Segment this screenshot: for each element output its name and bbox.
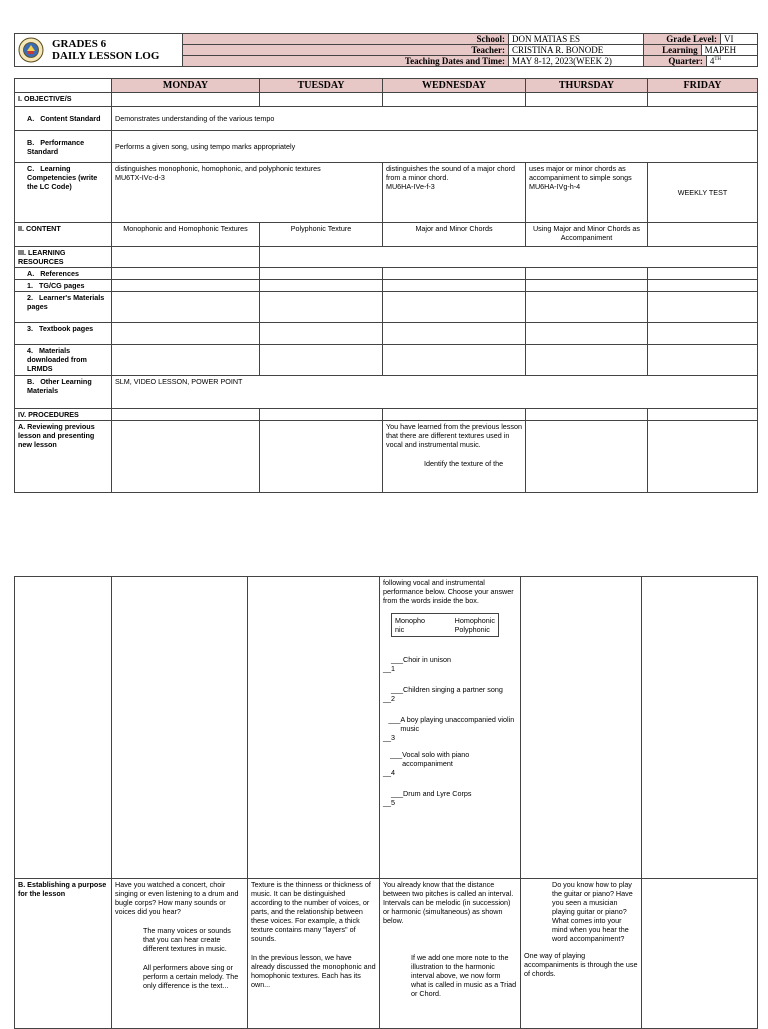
day-header-friday: FRIDAY [648, 79, 758, 93]
texture-item-3: ___ A boy playing unaccompanied violin music __3 [383, 715, 515, 742]
texture-item-4: ___ Vocal solo with piano accompaniment __4 [383, 750, 470, 777]
day-header-thursday: THURSDAY [526, 79, 648, 93]
textbook-pages-label: 3. Textbook pages [15, 323, 112, 345]
content-mon: Monophonic and Homophonic Textures [112, 223, 260, 247]
quarter-value: 4TH [709, 56, 722, 66]
content-wed: Major and Minor Chords [383, 223, 526, 247]
quarter-label: Quarter: [644, 56, 707, 66]
procedures-section-label: IV. PROCEDURES [15, 409, 112, 421]
grade-title: GRADES 6 [52, 38, 107, 50]
lesson-table-page2 [14, 576, 758, 1029]
content-tue: Polyphonic Texture [260, 223, 383, 247]
establishing-purpose-label: B. Establishing a purpose for the lesson [15, 879, 112, 1029]
texture-item-5: ___ Drum and Lyre Corps __5 [383, 789, 472, 807]
deped-seal-icon [18, 37, 44, 63]
texture-choices-box: Monopho nic Homophonic Polyphonic [391, 613, 499, 637]
content-thu: Using Major and Minor Chords as Accompaniment [526, 223, 648, 247]
content-standard-value: Demonstrates understanding of the various tempo [112, 107, 758, 131]
grade-level-value: VI [724, 34, 734, 44]
lesson-table-page1 [14, 78, 758, 493]
day-header-monday: MONDAY [112, 79, 260, 93]
header-block [14, 33, 758, 67]
purpose-mon: Have you watched a concert, choir singing or even listening to a drum and bugle corps? How many sounds or voices did you hear? The many voices or sounds that you can hear create different textures in music. All performers above sing or perform a certain melody. The only difference is the text... [112, 879, 248, 1029]
competency-mon-tue: distinguishes monophonic, homophonic, and polyphonic textures MU6TX-IVc-d-3 [112, 163, 383, 223]
grade-level-label: Grade Level: [644, 34, 721, 44]
texture-item-1: ___ Choir in unison __1 [383, 655, 451, 673]
lrmds-label: 4. Materials downloaded from LRMDS [15, 345, 112, 376]
lm-pages-label: 2. Learner's Materials pages [15, 292, 112, 323]
quarter-cell [644, 56, 758, 67]
other-materials-value: SLM, VIDEO LESSON, POWER POINT [112, 376, 758, 409]
references-label: A. References [15, 268, 112, 280]
corner-cell [15, 79, 112, 93]
performance-standard-label: B. Performance Standard [15, 131, 112, 163]
other-materials-label: B. Other Learning Materials [15, 376, 112, 409]
learning-area-cell [644, 45, 758, 56]
purpose-wed: You already know that the distance between two pitches is called an interval. Intervals can be melodic (in succession) or harmonic (simultaneous) as shown below. If we add one more note to the illustration to the harmonic interval above, we now form what is called in music as a Triad or Chord. [380, 879, 521, 1029]
grade-level-cell [644, 34, 758, 45]
learning-area-value: MAPEH [704, 45, 737, 55]
resources-section-label: III. LEARNING RESOURCES [15, 247, 112, 268]
teacher-value: CRISTINA R. BONODE [509, 45, 644, 56]
day-header-wednesday: WEDNESDAY [383, 79, 526, 93]
school-label: School: [183, 34, 509, 45]
reviewing-wed-text: You have learned from the previous lesson that there are different textures used in vocal and instrumental music. Identify the texture of the [383, 421, 526, 493]
dates-label: Teaching Dates and Time: [183, 56, 509, 67]
learning-competencies-label: C. Learning Competencies (write the LC Code) [15, 163, 112, 223]
day-header-tuesday: TUESDAY [260, 79, 383, 93]
reviewing-wed-continued: following vocal and instrumental performance below. Choose your answer from the words inside the box. Monopho nic Homophonic Polyphonic ___ Choir in unison __1 ___ Children singing a partner song __2 ___ A boy playing unaccompanied violin music __3 ___ Vocal solo with piano accompaniment __4 ___ Drum and Lyre Corps __5 [380, 577, 521, 879]
log-title: DAILY LESSON LOG [52, 50, 160, 62]
tg-pages-label: 1. TG/CG pages [15, 280, 112, 292]
teacher-label: Teacher: [183, 45, 509, 56]
purpose-tue: Texture is the thinness or thickness of music. It can be distinguished according to the number of voices, or parts, and the relationship between these voices. For example, a thick texture contains many "layers" of sounds. In the previous lesson, we have already discussed the monophonic and homophonic textures. Each has its own... [248, 879, 380, 1029]
purpose-thu: Do you know how to play the guitar or piano? Have you seen a musician playing guitar or piano? What comes into your mind when you hear the word accompaniment? One way of playing accompaniments is through the use of chords. [521, 879, 642, 1029]
header-title-cell [15, 34, 183, 67]
texture-item-2: ___ Children singing a partner song __2 [383, 685, 503, 703]
reviewing-lesson-label: A. Reviewing previous lesson and presenting new lesson [15, 421, 112, 493]
dates-value: MAY 8-12, 2023(WEEK 2) [509, 56, 644, 67]
objectives-section-label: I. OBJECTIVE/S [15, 93, 112, 107]
content-standard-label: A. Content Standard [15, 107, 112, 131]
learning-area-label: Learning [644, 45, 702, 55]
competency-wed: distinguishes the sound of a major chord from a minor chord. MU6HA-IVe-f-3 [383, 163, 526, 223]
competency-thu: uses major or minor chords as accompaniment to simple songs MU6HA-IVg-h-4 [526, 163, 648, 223]
content-section-label: II. CONTENT [15, 223, 112, 247]
performance-standard-value: Performs a given song, using tempo marks appropriately [112, 131, 758, 163]
school-value: DON MATIAS ES [509, 34, 644, 45]
competency-fri: WEEKLY TEST [648, 163, 758, 223]
